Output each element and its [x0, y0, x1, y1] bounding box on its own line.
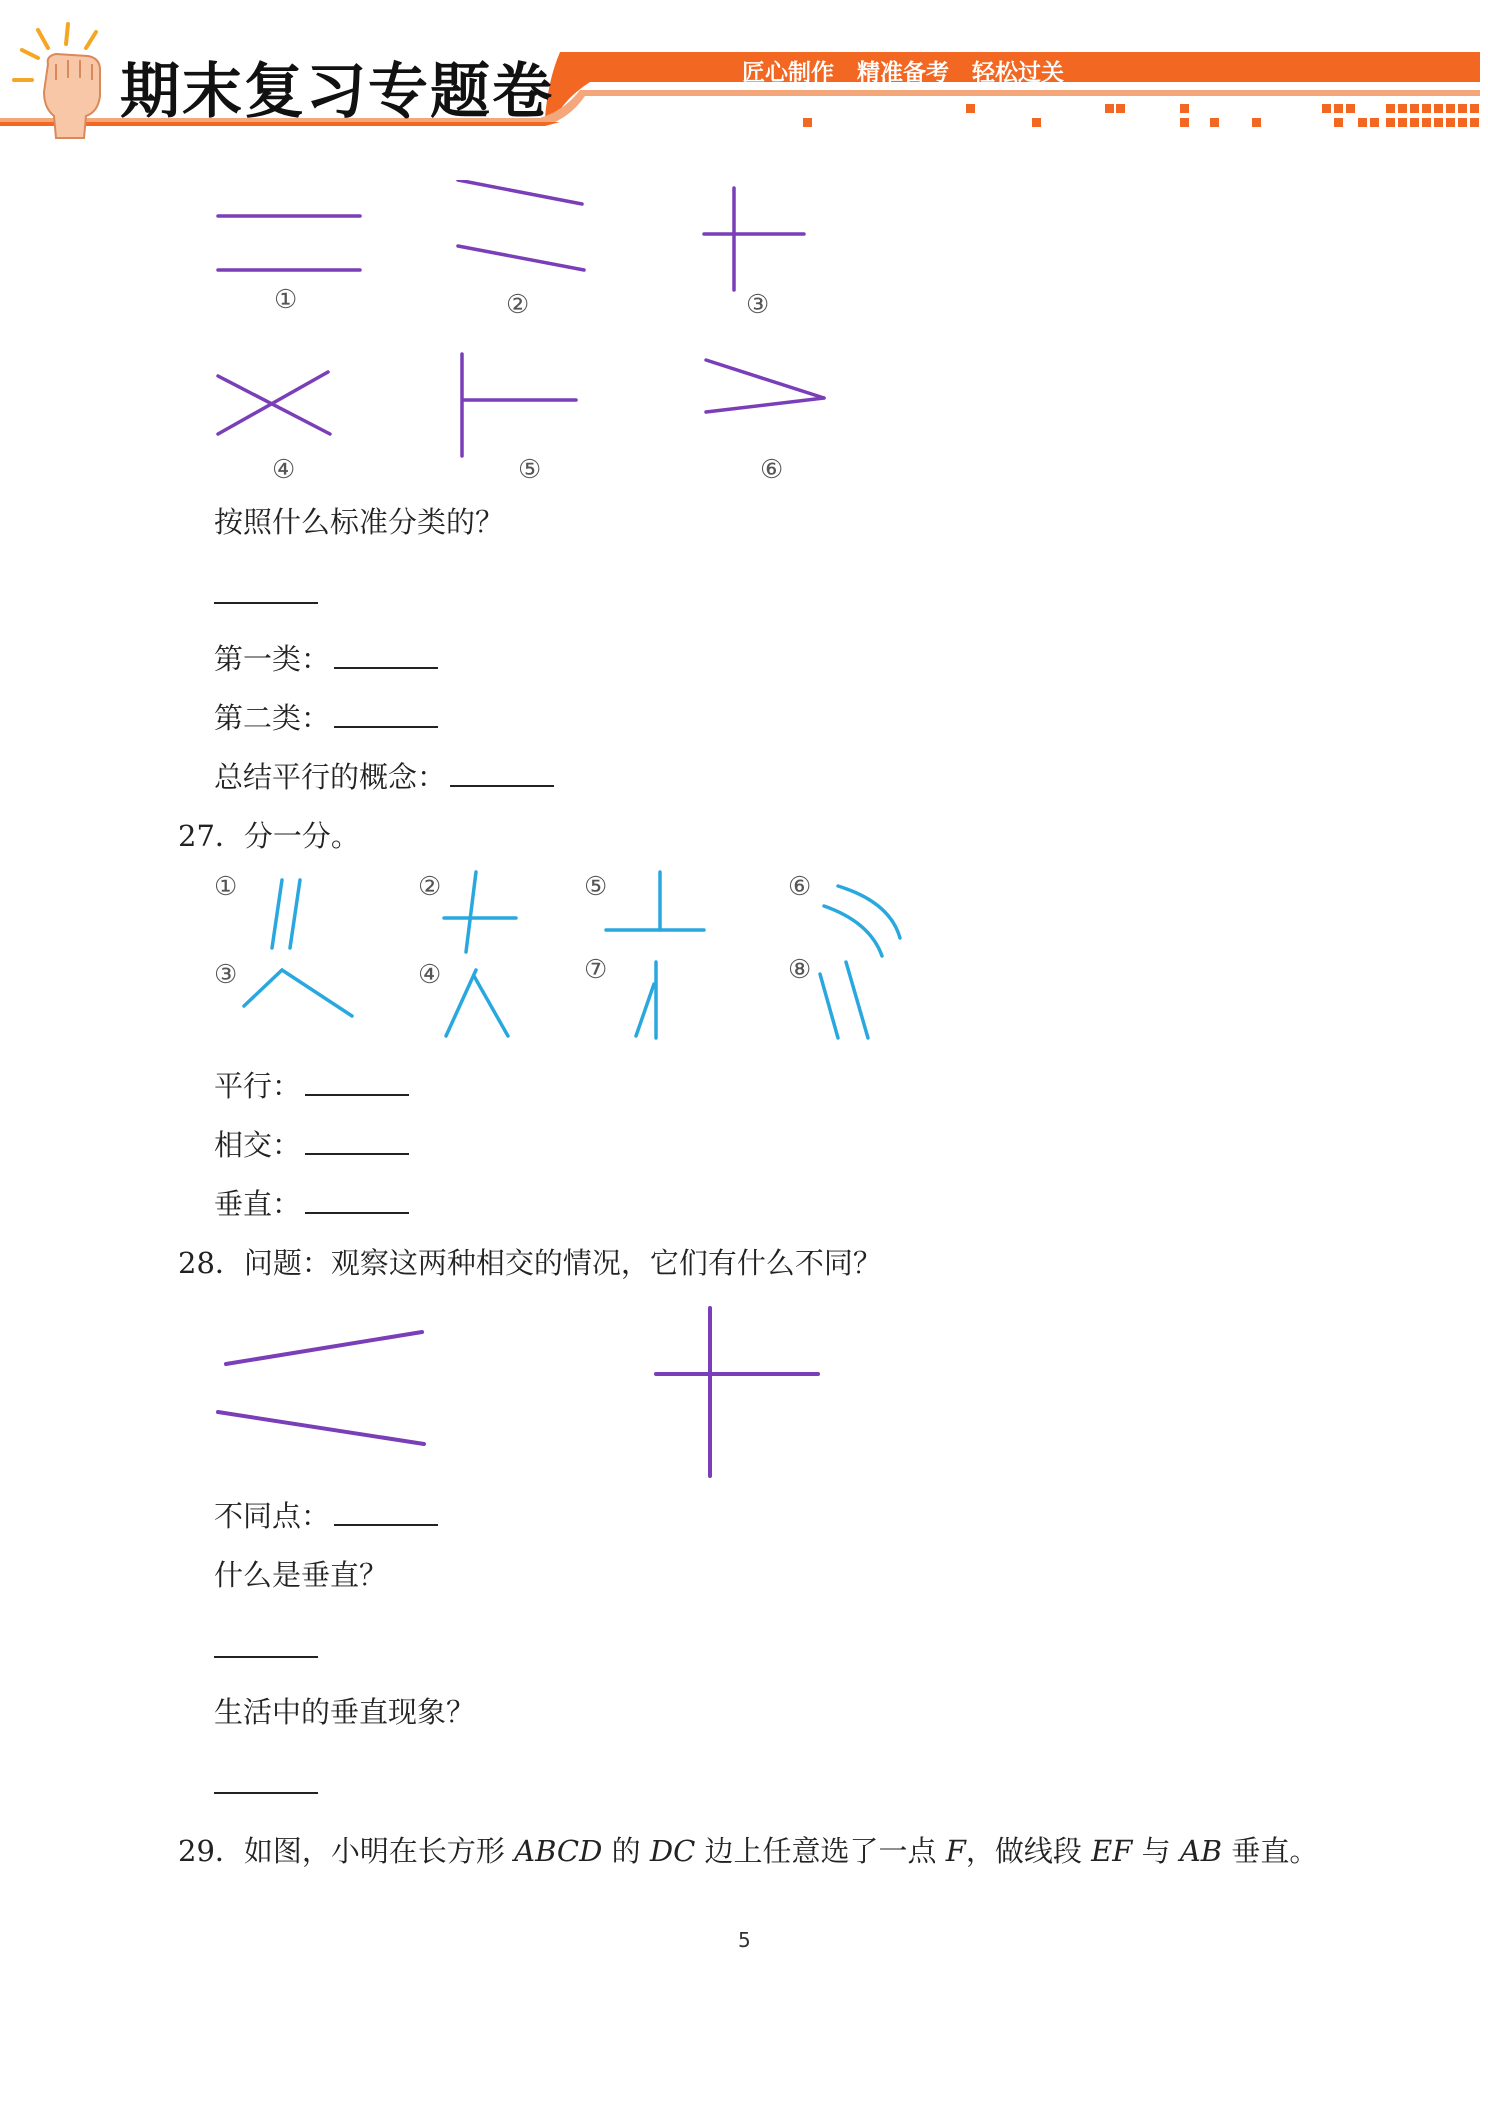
- category-1-row: [214, 642, 438, 676]
- acute-angle-upper-line: [226, 1332, 422, 1364]
- q29-text-a: 如图，小明在长方形: [243, 1834, 505, 1868]
- fig1-shape-6: [706, 360, 824, 398]
- question-29-number: 29．: [178, 1834, 244, 1868]
- fig2-label-6: ⑥: [788, 872, 812, 902]
- fig2-label-3: ③: [214, 960, 238, 990]
- parallel-label: 平行：: [214, 1069, 302, 1103]
- fig2-shape-3: [244, 970, 352, 1016]
- difference-blank[interactable]: [334, 1502, 438, 1526]
- fig1-label-4: ④: [272, 455, 296, 485]
- parallel-concept-label: 总结平行的概念：: [214, 760, 447, 794]
- fig1-label-6: ⑥: [760, 455, 784, 485]
- what-is-perpendicular: 什么是垂直？: [214, 1558, 389, 1592]
- blue-lines-figure: [200, 866, 920, 1046]
- category-1-label: 第一类：: [214, 642, 331, 676]
- intersect-label: 相交：: [214, 1128, 302, 1162]
- q29-dc: DC: [649, 1834, 696, 1868]
- page-number: 5: [738, 1928, 751, 1952]
- fig2-shape-1: [272, 880, 282, 948]
- fig2-label-7: ⑦: [584, 955, 608, 985]
- fig1-label-1: ①: [274, 285, 298, 315]
- fig2-label-8: ⑧: [788, 955, 812, 985]
- q29-abcd: ABCD: [514, 1834, 603, 1868]
- fig1-label-2: ②: [506, 290, 530, 320]
- parallel-concept-blank[interactable]: [450, 763, 554, 787]
- parallel-concept-row: [214, 760, 554, 794]
- intersect-blank[interactable]: [305, 1131, 409, 1155]
- intersect-row: [214, 1128, 409, 1162]
- fig2-shape-2: [466, 872, 476, 952]
- parallel-blank[interactable]: [305, 1072, 409, 1096]
- perpendicular-label: 垂直：: [214, 1187, 302, 1221]
- fig2-label-4: ④: [418, 960, 442, 990]
- perpendicular-row: [214, 1187, 409, 1221]
- category-2-blank[interactable]: [334, 704, 438, 728]
- q29-f: F: [945, 1834, 966, 1868]
- life-perpendicular-blank[interactable]: [214, 1772, 318, 1794]
- acute-angle-lower-line: [218, 1412, 424, 1444]
- difference-row: [214, 1499, 438, 1533]
- header-title: 期末复习专题卷: [120, 57, 554, 127]
- q29-text-b: 的: [611, 1834, 641, 1868]
- fig1-label-5: ⑤: [518, 455, 542, 485]
- fist-icon: [8, 20, 118, 140]
- question-28-number: 28．: [178, 1246, 244, 1280]
- fig2-label-2: ②: [418, 872, 442, 902]
- category-2-label: 第二类：: [214, 701, 331, 735]
- q29-text-c: 边上任意选了一点: [704, 1834, 937, 1868]
- fig1-label-3: ③: [746, 290, 770, 320]
- q29-ef: EF: [1091, 1834, 1133, 1868]
- fig2-shape-7: [636, 984, 654, 1036]
- question-27-title: 分一分。: [243, 819, 360, 853]
- category-1-blank[interactable]: [334, 645, 438, 669]
- difference-label: 不同点：: [214, 1499, 331, 1533]
- q29-text-f: 垂直。: [1231, 1834, 1319, 1868]
- question-28: [178, 1246, 882, 1280]
- question-29: [178, 1834, 1319, 1868]
- fig2-label-1: ①: [214, 872, 238, 902]
- header-slogan: 匠心制作 精准备考 轻松过关: [742, 60, 1064, 86]
- page-header: [0, 0, 1488, 140]
- what-is-perpendicular-blank[interactable]: [214, 1636, 318, 1658]
- question-28-title: 问题：观察这两种相交的情况，它们有什么不同？: [243, 1246, 882, 1280]
- fig2-shape-6: [838, 886, 900, 938]
- perpendicular-blank[interactable]: [305, 1190, 409, 1214]
- fig2-shape-4: [446, 970, 476, 1036]
- fig2-shape-8: [820, 974, 838, 1038]
- q29-text-d: ，做线段: [965, 1834, 1082, 1868]
- question-27: [178, 819, 360, 853]
- classification-answer-blank[interactable]: [214, 582, 318, 604]
- fig2-label-5: ⑤: [584, 872, 608, 902]
- life-perpendicular: 生活中的垂直现象？: [214, 1695, 476, 1729]
- fig1-shape-2: [458, 180, 582, 204]
- question-27-number: 27．: [178, 819, 244, 853]
- category-2-row: [214, 701, 438, 735]
- line-pairs-figure: [200, 180, 900, 480]
- q29-ab: AB: [1179, 1834, 1223, 1868]
- classification-question: 按照什么标准分类的？: [214, 505, 505, 539]
- parallel-row: [214, 1069, 409, 1103]
- two-intersections-figure: [200, 1300, 840, 1480]
- q29-text-e: 与: [1141, 1834, 1171, 1868]
